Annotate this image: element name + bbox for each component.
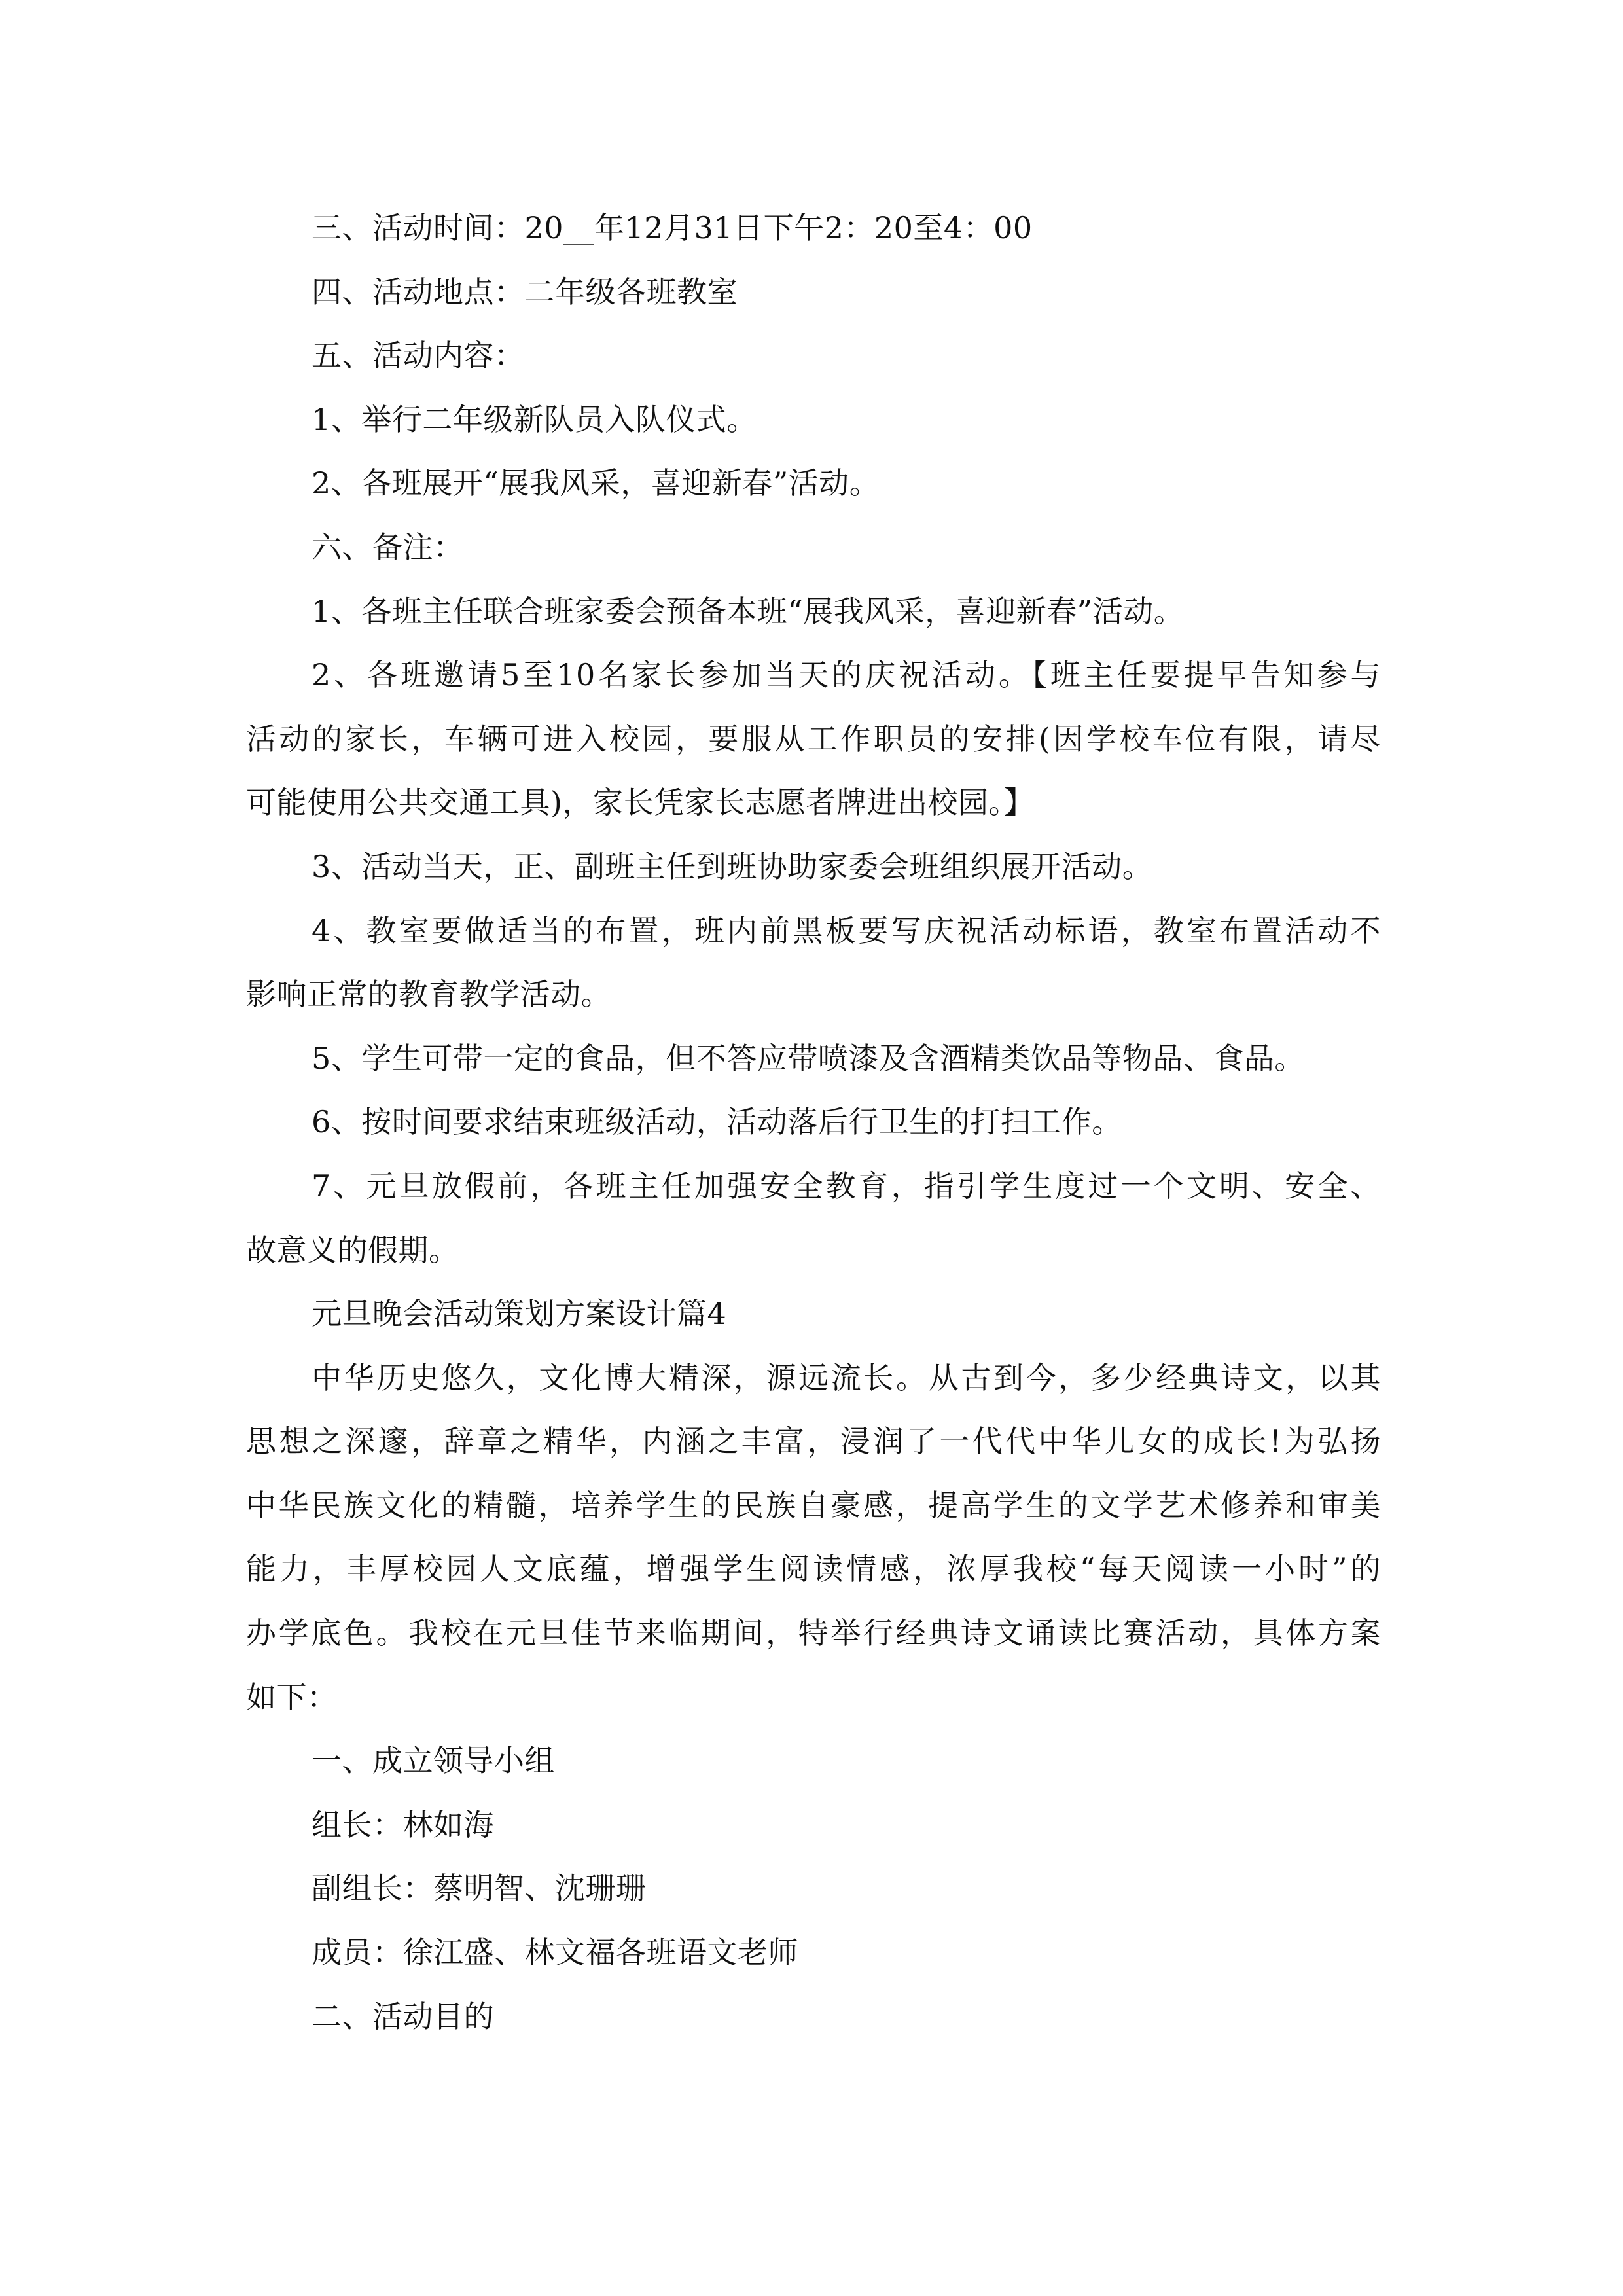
note-item-2-line-3: 可能使用公共交通工具)，家长凭家长志愿者牌进出校园。】	[246, 785, 1035, 821]
intro-line-6: 如下：	[246, 1679, 338, 1715]
document-body	[246, 196, 1381, 2049]
group-vice-leader: 副组长：蔡明智、沈珊珊	[312, 1871, 647, 1907]
note-item-4-line-2: 影响正常的教育教学活动。	[246, 977, 611, 1013]
note-item-7-line-1: 7、元旦放假前，各班主任加强安全教育，指引学生度过一个文明、安全、	[312, 1168, 1381, 1204]
intro-line-2: 思想之深邃，辞章之精华，内涵之丰富，浸润了一代代中华儿女的成长!为弘扬	[246, 1424, 1381, 1460]
note-item-5: 5、学生可带一定的食品，但不答应带喷漆及含酒精类饮品等物品、食品。	[312, 1040, 1305, 1076]
note-item-4-line-1: 4、教室要做适当的布置，班内前黑板要写庆祝活动标语，教室布置活动不	[312, 912, 1381, 948]
activity-place-line: 四、活动地点：二年级各班教室	[312, 274, 738, 310]
leadership-group-heading: 一、成立领导小组	[312, 1743, 555, 1779]
intro-line-5: 办学底色。我校在元旦佳节来临期间，特举行经典诗文诵读比赛活动，具体方案	[246, 1615, 1381, 1651]
note-item-2-line-1: 2、各班邀请5至10名家长参加当天的庆祝活动。【班主任要提早告知参与	[312, 657, 1381, 693]
note-item-2-line-2: 活动的家长，车辆可进入校园，要服从工作职员的安排(因学校车位有限，请尽	[246, 721, 1381, 757]
note-item-1: 1、各班主任联合班家委会预备本班“展我风采，喜迎新春”活动。	[312, 593, 1185, 629]
intro-line-4: 能力，丰厚校园人文底蕴，增强学生阅读情感，浓厚我校“每天阅读一小时”的	[246, 1551, 1381, 1587]
activity-content-heading: 五、活动内容：	[312, 338, 525, 374]
article-title: 元旦晚会活动策划方案设计篇4	[312, 1296, 727, 1332]
activity-purpose-heading: 二、活动目的	[312, 1998, 494, 2034]
note-item-3: 3、活动当天，正、副班主任到班协助家委会班组织展开活动。	[312, 848, 1153, 884]
notes-heading: 六、备注：	[312, 529, 464, 565]
intro-line-1: 中华历史悠久，文化博大精深，源远流长。从古到今，多少经典诗文，以其	[312, 1359, 1381, 1395]
note-item-7-line-2: 故意义的假期。	[246, 1232, 459, 1268]
group-members: 成员：徐江盛、林文福各班语文老师	[312, 1935, 798, 1971]
group-leader: 组长：林如海	[312, 1806, 494, 1842]
intro-line-3: 中华民族文化的精髓，培养学生的民族自豪感，提高学生的文学艺术修养和审美	[246, 1487, 1381, 1523]
activity-time-line: 三、活动时间：20__年12月31日下午2：20至4：00	[312, 210, 1033, 245]
content-item-2: 2、各班展开“展我风采，喜迎新春”活动。	[312, 465, 880, 501]
content-item-1: 1、举行二年级新队员入队仪式。	[312, 401, 757, 437]
note-item-6: 6、按时间要求结束班级活动，活动落后行卫生的打扫工作。	[312, 1104, 1122, 1140]
